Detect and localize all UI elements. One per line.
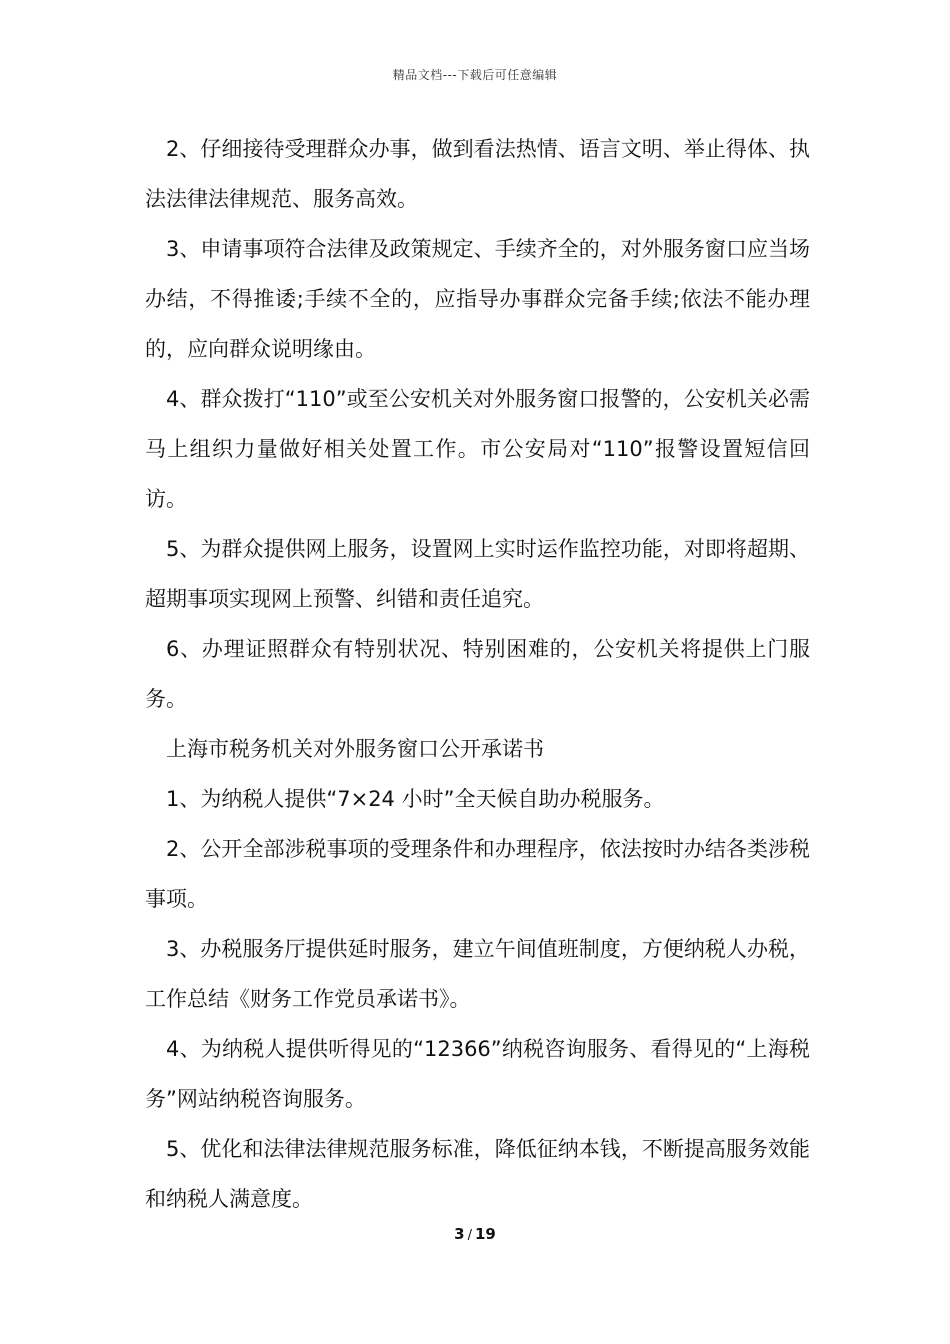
paragraph: 3、办税服务厅提供延时服务，建立午间值班制度，方便纳税人办税，工作总结《财务工作党员承诺书》。 [145,937,810,1011]
paragraph: 3、申请事项符合法律及政策规定、手续齐全的，对外服务窗口应当场办结，不得推诿;手续不全的，应指导办事群众完备手续;依法不能办理的，应向群众说明缘由。 [145,237,810,361]
paragraph: 2、仔细接待受理群众办事，做到看法热情、语言文明、举止得体、执法法律法律规范、服务高效。 [145,137,810,211]
paragraph: 5、优化和法律法律规范服务标准，降低征纳本钱，不断提高服务效能和纳税人满意度。 [145,1137,810,1211]
paragraph: 5、为群众提供网上服务，设置网上实时运作监控功能，对即将超期、超期事项实现网上预警、纠错和责任追究。 [145,537,810,611]
paragraph: 4、为纳税人提供听得见的“12366”纳税咨询服务、看得见的“上海税务”网站纳税咨询服务。 [145,1037,810,1111]
paragraph: 1、为纳税人提供“7×24 小时”全天候自助办税服务。 [166,787,665,811]
paragraph: 6、办理证照群众有特别状况、特别困难的，公安机关将提供上门服务。 [145,637,810,711]
page-header: 精品文档---下载后可任意编辑 [392,68,558,82]
total-pages: 19 [474,1225,496,1243]
paragraph: 4、群众拨打“110”或至公安机关对外服务窗口报警的，公安机关必需马上组织力量做好相关处置工作。市公安局对“110”报警设置短信回访。 [145,387,810,511]
document-body [145,124,810,1224]
page-separator: / [467,1228,472,1243]
paragraph: 2、公开全部涉税事项的受理条件和办理程序，依法按时办结各类涉税事项。 [145,837,810,911]
page-number [0,1225,950,1243]
section-title: 上海市税务机关对外服务窗口公开承诺书 [166,737,544,761]
current-page: 3 [454,1225,465,1243]
